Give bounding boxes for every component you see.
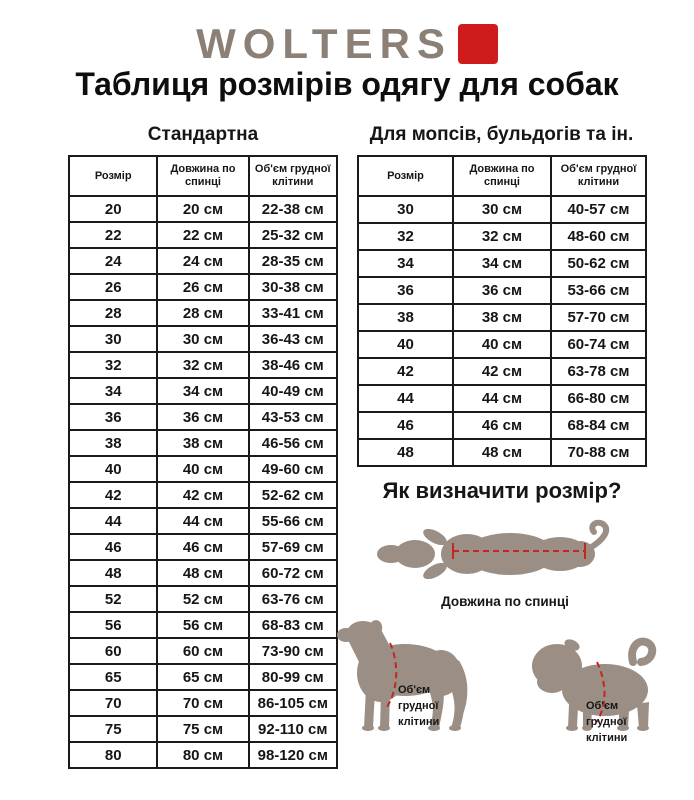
- chest-cell: 48-60 см: [551, 223, 646, 250]
- back-length-cell: 44 см: [157, 508, 248, 534]
- chest-cell: 40-49 см: [249, 378, 337, 404]
- size-cell: 32: [69, 352, 157, 378]
- chest-cell: 36-43 см: [249, 326, 337, 352]
- column-header-size: Розмір: [69, 156, 157, 196]
- chest-cell: 57-69 см: [249, 534, 337, 560]
- chest-cell: 73-90 см: [249, 638, 337, 664]
- column-header-chest: Об'єм грудної клітини: [551, 156, 646, 196]
- chest-cell: 52-62 см: [249, 482, 337, 508]
- table-row: [358, 331, 646, 358]
- back-length-label: Довжина по спинці: [441, 594, 569, 609]
- table-row: [358, 412, 646, 439]
- size-cell: 30: [69, 326, 157, 352]
- table-row: [358, 196, 646, 223]
- column-header-size: Розмір: [358, 156, 453, 196]
- back-length-cell: 36 см: [157, 404, 248, 430]
- chest-cell: 38-46 см: [249, 352, 337, 378]
- chest-cell: 33-41 см: [249, 300, 337, 326]
- table-row: [358, 223, 646, 250]
- table-row: [358, 385, 646, 412]
- back-length-cell: 48 см: [453, 439, 551, 466]
- page-title: Таблиця розмірів одягу для собак: [75, 66, 619, 102]
- chest-cell: 49-60 см: [249, 456, 337, 482]
- chest-cell: 43-53 см: [249, 404, 337, 430]
- wolters-logo: [0, 20, 694, 68]
- chest-cell: 60-72 см: [249, 560, 337, 586]
- size-cell: 56: [69, 612, 157, 638]
- table-row: [69, 508, 337, 534]
- back-length-cell: 52 см: [157, 586, 248, 612]
- back-length-cell: 42 см: [453, 358, 551, 385]
- back-length-cell: 60 см: [157, 638, 248, 664]
- table-row: [358, 358, 646, 385]
- pugs-size-table: [357, 155, 647, 467]
- table-row: [69, 456, 337, 482]
- back-length-cell: 38 см: [157, 430, 248, 456]
- size-cell: 26: [69, 274, 157, 300]
- table-row: [69, 586, 337, 612]
- chest-cell: 63-78 см: [551, 358, 646, 385]
- dog-top-view-illustration: [375, 518, 615, 590]
- back-length-cell: 42 см: [157, 482, 248, 508]
- size-cell: 42: [69, 482, 157, 508]
- size-cell: 40: [358, 331, 453, 358]
- back-length-cell: 30 см: [453, 196, 551, 223]
- size-cell: 40: [69, 456, 157, 482]
- table-row: [69, 222, 337, 248]
- back-length-cell: 40 см: [157, 456, 248, 482]
- back-length-cell: 32 см: [453, 223, 551, 250]
- chest-cell: 98-120 см: [249, 742, 337, 768]
- standard-size-table: [68, 155, 338, 769]
- size-cell: 46: [358, 412, 453, 439]
- size-cell: 70: [69, 690, 157, 716]
- chest-cell: 46-56 см: [249, 430, 337, 456]
- size-cell: 24: [69, 248, 157, 274]
- size-cell: 48: [358, 439, 453, 466]
- chest-label: Об'єм грудної клітини: [586, 700, 628, 744]
- how-to-measure-heading: Як визначити розмір?: [382, 478, 622, 503]
- chest-cell: 53-66 см: [551, 277, 646, 304]
- size-cell: 80: [69, 742, 157, 768]
- size-cell: 38: [358, 304, 453, 331]
- chest-cell: 30-38 см: [249, 274, 337, 300]
- table-row: [69, 560, 337, 586]
- table-row: [69, 300, 337, 326]
- size-cell: 28: [69, 300, 157, 326]
- size-cell: 46: [69, 534, 157, 560]
- table-row: [69, 638, 337, 664]
- table-row: [69, 742, 337, 768]
- size-cell: 30: [358, 196, 453, 223]
- chest-cell: 80-99 см: [249, 664, 337, 690]
- back-length-cell: 32 см: [157, 352, 248, 378]
- back-length-cell: 46 см: [453, 412, 551, 439]
- table-row: [358, 304, 646, 331]
- column-header-chest: Об'єм грудної клітини: [249, 156, 337, 196]
- back-length-cell: 65 см: [157, 664, 248, 690]
- chest-cell: 63-76 см: [249, 586, 337, 612]
- standard-table-heading: Стандартна: [147, 124, 259, 145]
- table-row: [69, 326, 337, 352]
- back-length-cell: 30 см: [157, 326, 248, 352]
- back-length-cell: 28 см: [157, 300, 248, 326]
- size-cell: 34: [69, 378, 157, 404]
- table-row: [69, 404, 337, 430]
- size-cell: 36: [69, 404, 157, 430]
- size-cell: 60: [69, 638, 157, 664]
- chest-cell: 68-84 см: [551, 412, 646, 439]
- table-row: [358, 277, 646, 304]
- back-length-cell: 75 см: [157, 716, 248, 742]
- back-length-cell: 34 см: [157, 378, 248, 404]
- chest-cell: 55-66 см: [249, 508, 337, 534]
- pugs-table-heading: Для мопсів, бульдогів та ін.: [369, 124, 634, 145]
- brand-red-square-mark: [458, 24, 498, 64]
- back-length-cell: 46 см: [157, 534, 248, 560]
- chest-cell: 66-80 см: [551, 385, 646, 412]
- chest-cell: 92-110 см: [249, 716, 337, 742]
- chest-cell: 57-70 см: [551, 304, 646, 331]
- chest-cell: 68-83 см: [249, 612, 337, 638]
- size-cell: 32: [358, 223, 453, 250]
- table-row: [69, 352, 337, 378]
- column-header-back-length: Довжина по спинці: [453, 156, 551, 196]
- table-row: [69, 690, 337, 716]
- size-cell: 48: [69, 560, 157, 586]
- table-row: [69, 430, 337, 456]
- table-row: [358, 250, 646, 277]
- table-row: [69, 534, 337, 560]
- table-row: [69, 612, 337, 638]
- back-length-cell: 24 см: [157, 248, 248, 274]
- back-length-cell: 22 см: [157, 222, 248, 248]
- size-cell: 44: [69, 508, 157, 534]
- size-cell: 42: [358, 358, 453, 385]
- size-cell: 20: [69, 196, 157, 222]
- back-length-cell: 56 см: [157, 612, 248, 638]
- size-cell: 36: [358, 277, 453, 304]
- chest-label: Об'єм грудної клітини: [398, 684, 440, 728]
- size-cell: 34: [358, 250, 453, 277]
- table-row: [69, 248, 337, 274]
- column-header-back-length: Довжина по спинці: [157, 156, 248, 196]
- size-cell: 52: [69, 586, 157, 612]
- table-row: [358, 439, 646, 466]
- chest-cell: 25-32 см: [249, 222, 337, 248]
- table-row: [69, 196, 337, 222]
- chest-cell: 22-38 см: [249, 196, 337, 222]
- table-row: [69, 664, 337, 690]
- back-length-cell: 70 см: [157, 690, 248, 716]
- back-length-cell: 20 см: [157, 196, 248, 222]
- wolters-logo-text: WOLTERS: [196, 20, 452, 67]
- table-row: [69, 716, 337, 742]
- size-cell: 44: [358, 385, 453, 412]
- chest-cell: 28-35 см: [249, 248, 337, 274]
- size-cell: 75: [69, 716, 157, 742]
- chest-cell: 40-57 см: [551, 196, 646, 223]
- size-cell: 65: [69, 664, 157, 690]
- chest-cell: 70-88 см: [551, 439, 646, 466]
- table-header-row: [69, 156, 337, 196]
- back-length-cell: 44 см: [453, 385, 551, 412]
- size-cell: 38: [69, 430, 157, 456]
- back-length-cell: 34 см: [453, 250, 551, 277]
- back-length-cell: 48 см: [157, 560, 248, 586]
- table-row: [69, 274, 337, 300]
- chest-cell: 60-74 см: [551, 331, 646, 358]
- chest-cell: 86-105 см: [249, 690, 337, 716]
- back-length-cell: 26 см: [157, 274, 248, 300]
- back-length-cell: 38 см: [453, 304, 551, 331]
- back-length-cell: 40 см: [453, 331, 551, 358]
- chest-cell: 50-62 см: [551, 250, 646, 277]
- back-length-cell: 36 см: [453, 277, 551, 304]
- table-row: [69, 482, 337, 508]
- table-row: [69, 378, 337, 404]
- table-header-row: [358, 156, 646, 196]
- size-cell: 22: [69, 222, 157, 248]
- back-length-cell: 80 см: [157, 742, 248, 768]
